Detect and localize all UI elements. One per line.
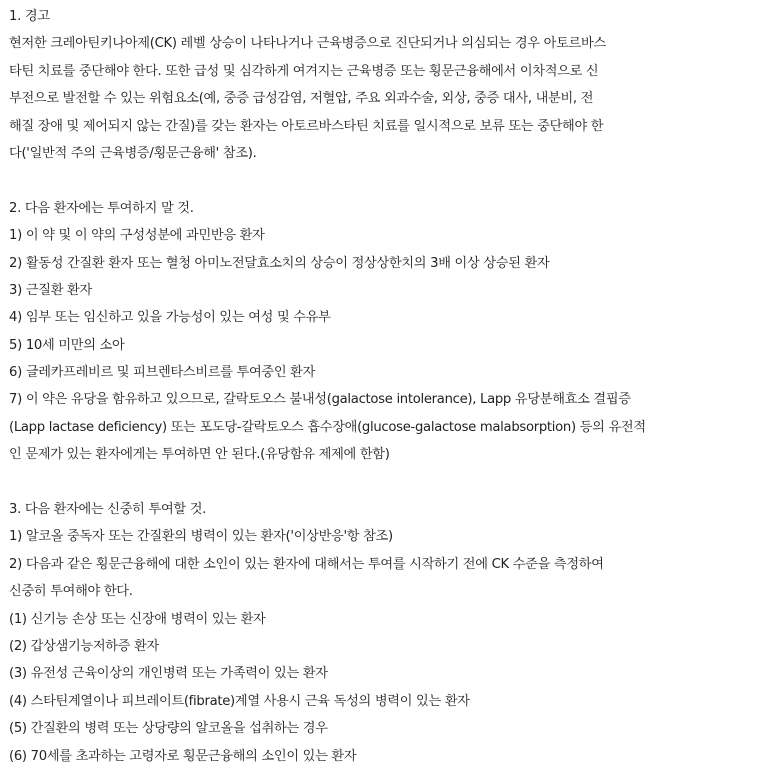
- sub-list-item: (6) 70세를 초과하는 고령자로 횡문근융해의 소인이 있는 환자: [9, 748, 357, 764]
- list-item: 2) 다음과 같은 횡문근융해에 대한 소인이 있는 환자에 대해서는 투여를 시작하기 전에 CK 수준을 측정하여: [9, 556, 604, 572]
- list-item: 3) 근질환 환자: [9, 282, 92, 298]
- list-item: 2) 활동성 간질환 환자 또는 혈청 아미노전달효소치의 상승이 정상상한치의 3배 이상 상승된 환자: [9, 255, 550, 271]
- sub-list-item: (4) 스타틴계열이나 피브레이트(fibrate)계열 사용시 근육 독성의 병력이 있는 환자: [9, 693, 470, 709]
- sub-list-item: (5) 간질환의 병력 또는 상당량의 알코올을 섭취하는 경우: [9, 721, 328, 737]
- section-caution: [9, 500, 765, 774]
- section-heading: 1. 경고: [9, 9, 50, 24]
- paragraph-line: 현저한 크레아틴키나아제(CK) 레벨 상승이 나타나거나 근육병증으로 진단되거나 의심되는 경우 아토르바스: [9, 36, 606, 52]
- list-item: 1) 이 약 및 이 약의 구성성분에 과민반응 환자: [9, 228, 265, 244]
- sub-list-item: (1) 신기능 손상 또는 신장애 병력이 있는 환자: [9, 611, 266, 627]
- section-contraindications: [9, 199, 765, 473]
- sub-list-item: (3) 유전성 근육이상의 개인병력 또는 가족력이 있는 환자: [9, 666, 328, 682]
- list-item-continuation: (Lapp lactase deficiency) 또는 포도당-갈락토오스 흡수장애(glucose-galactose malabsorption) 등의 유전적: [9, 419, 646, 435]
- section-heading: 3. 다음 환자에는 신중히 투여할 것.: [9, 502, 207, 518]
- list-item: 6) 글레카프레비르 및 피브렌타스비르를 투여중인 환자: [9, 365, 316, 381]
- paragraph-line: 해질 장애 및 제어되지 않는 간질)를 갖는 환자는 아토르바스타틴 치료를 일시적으로 보류 또는 중단해야 한: [9, 118, 604, 134]
- section-warning: [9, 7, 765, 171]
- section-spacer: [9, 473, 765, 500]
- list-item: 5) 10세 미만의 소아: [9, 337, 125, 353]
- list-item: 1) 알코올 중독자 또는 간질환의 병력이 있는 환자('이상반응'항 참조): [9, 529, 393, 545]
- section-heading: 2. 다음 환자에는 투여하지 말 것.: [9, 200, 194, 216]
- paragraph-line: 타틴 치료를 중단해야 한다. 또한 급성 및 심각하게 여겨지는 근육병증 또는 횡문근융해에서 이차적으로 신: [9, 63, 599, 79]
- list-item: 4) 임부 또는 임신하고 있을 가능성이 있는 여성 및 수유부: [9, 310, 331, 326]
- list-item-continuation: 인 문제가 있는 환자에게는 투여하면 안 된다.(유당함유 제제에 한함): [9, 447, 390, 463]
- paragraph-line: 부전으로 발전할 수 있는 위험요소(예, 중증 급성감염, 저혈압, 주요 외과수술, 외상, 중증 대사, 내분비, 전: [9, 91, 594, 107]
- paragraph-line: 다('일반적 주의 근육병증/횡문근융해' 참조).: [9, 145, 257, 161]
- sub-list-item: (2) 갑상샘기능저하증 환자: [9, 638, 159, 654]
- list-item: 7) 이 약은 유당을 함유하고 있으므로, 갈락토오스 불내성(galactose intolerance), Lapp 유당분해효소 결핍증: [9, 392, 631, 408]
- list-item-continuation: 신중히 투여해야 한다.: [9, 584, 133, 600]
- section-spacer: [9, 171, 765, 198]
